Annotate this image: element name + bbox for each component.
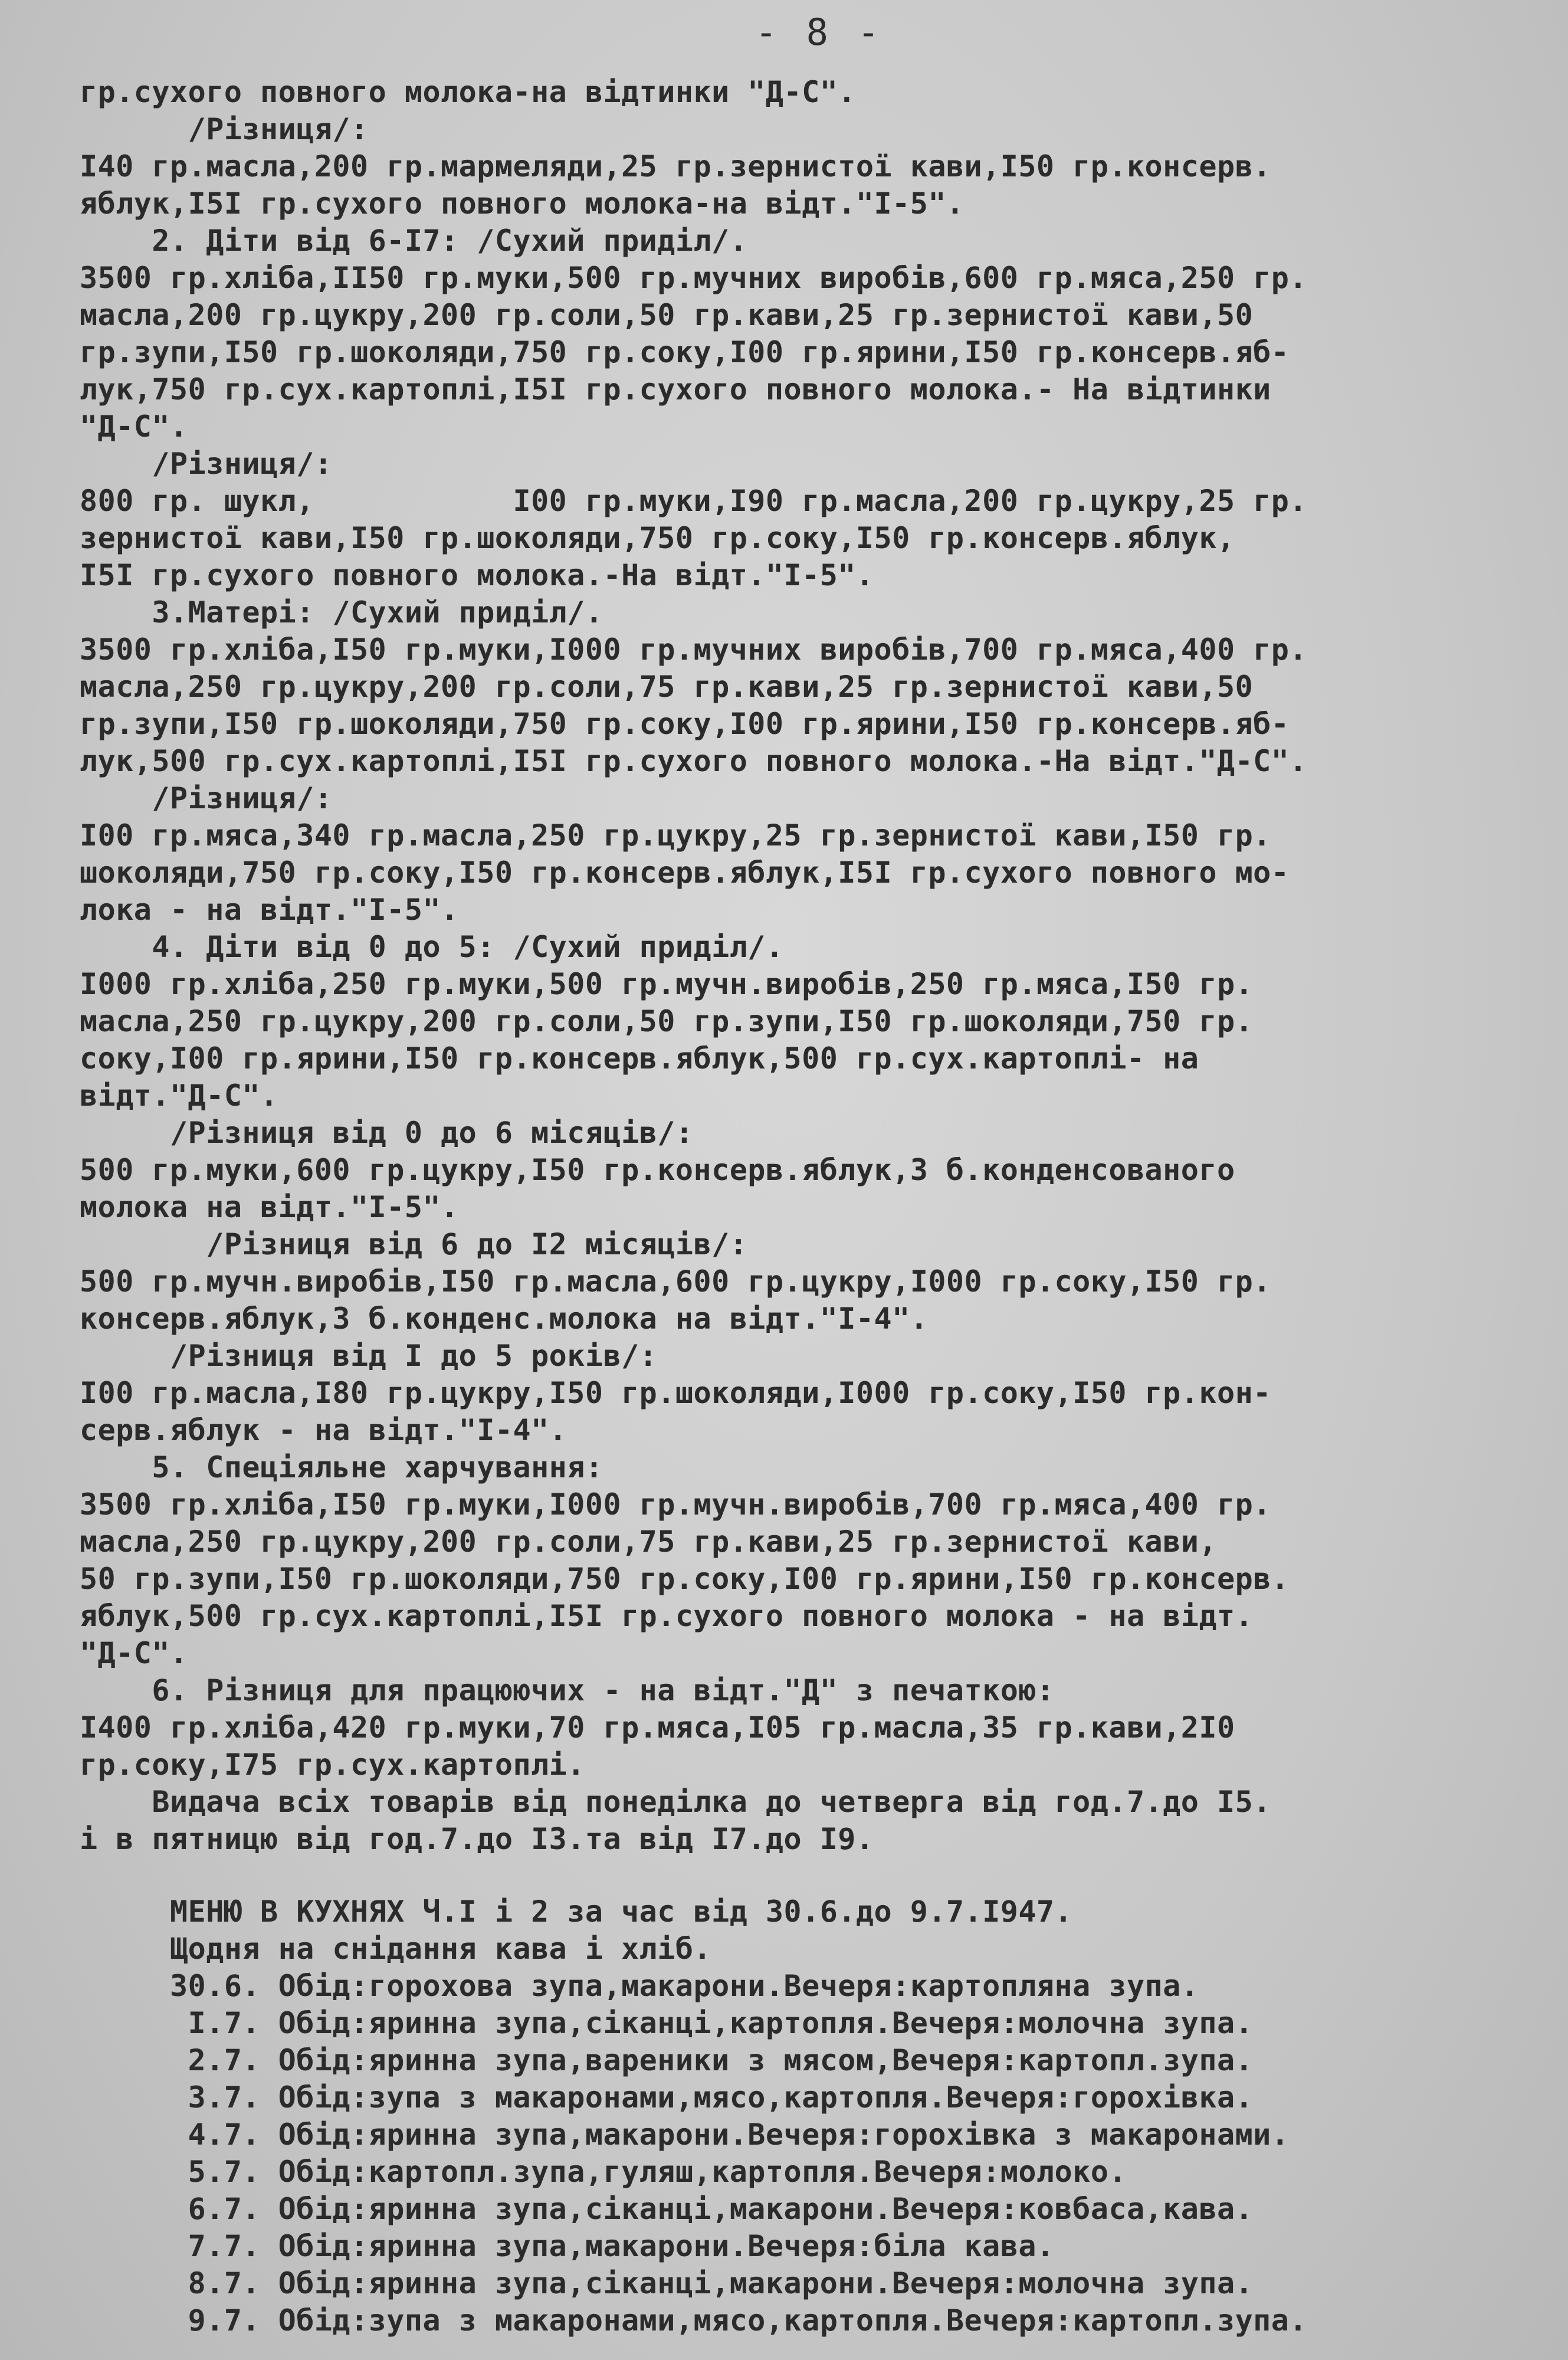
text-line: /Різниця/: bbox=[80, 781, 333, 815]
text-line: яблук,500 гр.сух.картоплі,I5I гр.сухого повного молока - на відт. bbox=[80, 1599, 1254, 1633]
text-line: 3.Матері: /Сухий приділ/. bbox=[80, 595, 603, 630]
menu-line: 8.7. Обід:яринна зупа,сіканці,макарони.Вечеря:молочна зупа. bbox=[80, 2266, 1254, 2300]
text-line: гр.зупи,I50 гр.шоколяди,750 гр.соку,I00 гр.ярини,I50 гр.консерв.яб- bbox=[80, 707, 1290, 741]
text-line: лока - на відт."I-5". bbox=[80, 893, 459, 927]
text-line: консерв.яблук,3 б.конденс.молока на відт."I-4". bbox=[80, 1302, 929, 1336]
menu-line: 7.7. Обід:яринна зупа,макарони.Вечеря:біла кава. bbox=[80, 2229, 1055, 2263]
menu-line: I.7. Обід:яринна зупа,сіканці,картопля.Вечеря:молочна зупа. bbox=[80, 2006, 1254, 2040]
text-line: 500 гр.мучн.виробів,I50 гр.масла,600 гр.цукру,I000 гр.соку,I50 гр. bbox=[80, 1264, 1271, 1299]
text-line: I400 гр.хліба,420 гр.муки,70 гр.мяса,I05 гр.масла,35 гр.кави,2I0 bbox=[80, 1710, 1235, 1745]
text-line: 5. Спеціяльне харчування: bbox=[80, 1450, 603, 1484]
menu-line: 3.7. Обід:зупа з макаронами,мясо,картопля.Вечеря:горохівка. bbox=[80, 2080, 1254, 2115]
text-line: масла,250 гр.цукру,200 гр.соли,50 гр.зупи,I50 гр.шоколяди,750 гр. bbox=[80, 1004, 1254, 1038]
text-line: 3500 гр.хліба,II50 гр.муки,500 гр.мучних виробів,600 гр.мяса,250 гр. bbox=[80, 261, 1307, 295]
text-line: масла,250 гр.цукру,200 гр.соли,75 гр.кави,25 гр.зернистої кави,50 bbox=[80, 670, 1254, 704]
text-line: I40 гр.масла,200 гр.мармеляди,25 гр.зернистої кави,I50 гр.консерв. bbox=[80, 149, 1271, 183]
text-line: шоколяди,750 гр.соку,I50 гр.консерв.яблук,I5I гр.сухого повного мо- bbox=[80, 856, 1290, 890]
text-line: лук,750 гр.сух.картоплі,I5I гр.сухого повного молока.- На відтинки bbox=[80, 372, 1271, 407]
text-line: 2. Діти від 6-I7: /Сухий приділ/. bbox=[80, 224, 748, 258]
menu-line: 4.7. Обід:яринна зупа,макарони.Вечеря:горохівка з макаронами. bbox=[80, 2118, 1290, 2152]
text-line: I00 гр.масла,I80 гр.цукру,I50 гр.шоколяди,I000 гр.соку,I50 гр.кон- bbox=[80, 1376, 1271, 1410]
text-line: 50 гр.зупи,I50 гр.шоколяди,750 гр.соку,I00 гр.ярини,I50 гр.консерв. bbox=[80, 1562, 1290, 1596]
text-line: /Різниця від I до 5 років/: bbox=[80, 1339, 658, 1373]
document-body bbox=[80, 74, 1519, 2339]
text-line: I000 гр.хліба,250 гр.муки,500 гр.мучн.виробів,250 гр.мяса,I50 гр. bbox=[80, 967, 1254, 1001]
text-line: гр.сухого повного молока-на відтинки "Д-С". bbox=[80, 75, 856, 109]
text-line: соку,I00 гр.ярини,I50 гр.консерв.яблук,500 гр.сух.картоплі- на bbox=[80, 1041, 1199, 1076]
text-line: 3500 гр.хліба,I50 гр.муки,I000 гр.мучних виробів,700 гр.мяса,400 гр. bbox=[80, 632, 1307, 667]
text-line: 500 гр.муки,600 гр.цукру,I50 гр.консерв.яблук,3 б.конденсованого bbox=[80, 1153, 1235, 1187]
menu-line: 2.7. Обід:яринна зупа,вареники з мясом,Вечеря:картопл.зупа. bbox=[80, 2043, 1254, 2077]
menu-line: 9.7. Обід:зупа з макаронами,мясо,картопля.Вечеря:картопл.зупа. bbox=[80, 2303, 1307, 2338]
ration-text bbox=[80, 74, 1519, 1858]
text-line: I00 гр.мяса,340 гр.масла,250 гр.цукру,25 гр.зернистої кави,I50 гр. bbox=[80, 818, 1271, 853]
text-line: "Д-С". bbox=[80, 409, 188, 444]
text-line: гр.соку,I75 гр.сух.картоплі. bbox=[80, 1748, 585, 1782]
menu-line: Щодня на снідання кава і хліб. bbox=[80, 1932, 712, 1966]
text-line: 3500 гр.хліба,I50 гр.муки,I000 гр.мучн.виробів,700 гр.мяса,400 гр. bbox=[80, 1487, 1271, 1522]
kitchen-menu bbox=[80, 1893, 1519, 2339]
text-line: 6. Різниця для працюючих - на відт."Д" з печаткою: bbox=[80, 1673, 1055, 1707]
text-line: 800 гр. шукл, I00 гр.муки,I90 гр.масла,200 гр.цукру,25 гр. bbox=[80, 484, 1307, 518]
text-line: Видача всіх товарів від понеділка до четверга від год.7.до I5. bbox=[80, 1785, 1271, 1819]
text-line: яблук,I5I гр.сухого повного молока-на відт."I-5". bbox=[80, 186, 965, 221]
section-gap bbox=[80, 1858, 1519, 1893]
text-line: гр.зупи,I50 гр.шоколяди,750 гр.соку,I00 гр.ярини,I50 гр.консерв.яб- bbox=[80, 335, 1290, 369]
text-line: молока на відт."I-5". bbox=[80, 1190, 459, 1224]
text-line: серв.яблук - на відт."I-4". bbox=[80, 1413, 568, 1447]
text-line: /Різниця/: bbox=[80, 112, 369, 146]
text-line: масла,250 гр.цукру,200 гр.соли,75 гр.кави,25 гр.зернистої кави, bbox=[80, 1525, 1217, 1559]
text-line: 4. Діти від 0 до 5: /Сухий приділ/. bbox=[80, 930, 784, 964]
text-line: і в пятницю від год.7.до I3.та від I7.до I9. bbox=[80, 1822, 874, 1856]
menu-line: 5.7. Обід:картопл.зупа,гуляш,картопля.Вечеря:молоко. bbox=[80, 2155, 1127, 2189]
text-line: I5I гр.сухого повного молока.-На відт."I-5". bbox=[80, 558, 874, 592]
menu-line: 30.6. Обід:горохова зупа,макарони.Вечеря:картопляна зупа. bbox=[80, 1969, 1199, 2003]
text-line: /Різниця від 6 до I2 місяців/: bbox=[80, 1227, 748, 1261]
text-line: "Д-С". bbox=[80, 1636, 188, 1670]
menu-line: 6.7. Обід:яринна зупа,сіканці,макарони.Вечеря:ковбаса,кава. bbox=[80, 2192, 1254, 2226]
text-line: зернистої кави,I50 гр.шоколяди,750 гр.соку,I50 гр.консерв.яблук, bbox=[80, 521, 1235, 555]
page-number: - 8 - bbox=[755, 11, 883, 54]
text-line: /Різниця/: bbox=[80, 447, 333, 481]
text-line: масла,200 гр.цукру,200 гр.соли,50 гр.кави,25 гр.зернистої кави,50 bbox=[80, 298, 1254, 332]
text-line: лук,500 гр.сух.картоплі,I5I гр.сухого повного молока.-На відт."Д-С". bbox=[80, 744, 1307, 778]
text-line: /Різниця від 0 до 6 місяців/: bbox=[80, 1116, 694, 1150]
menu-line: МЕНЮ В КУХНЯХ Ч.I і 2 за час від 30.6.до 9.7.I947. bbox=[80, 1894, 1073, 1929]
text-line: відт."Д-С". bbox=[80, 1079, 278, 1113]
